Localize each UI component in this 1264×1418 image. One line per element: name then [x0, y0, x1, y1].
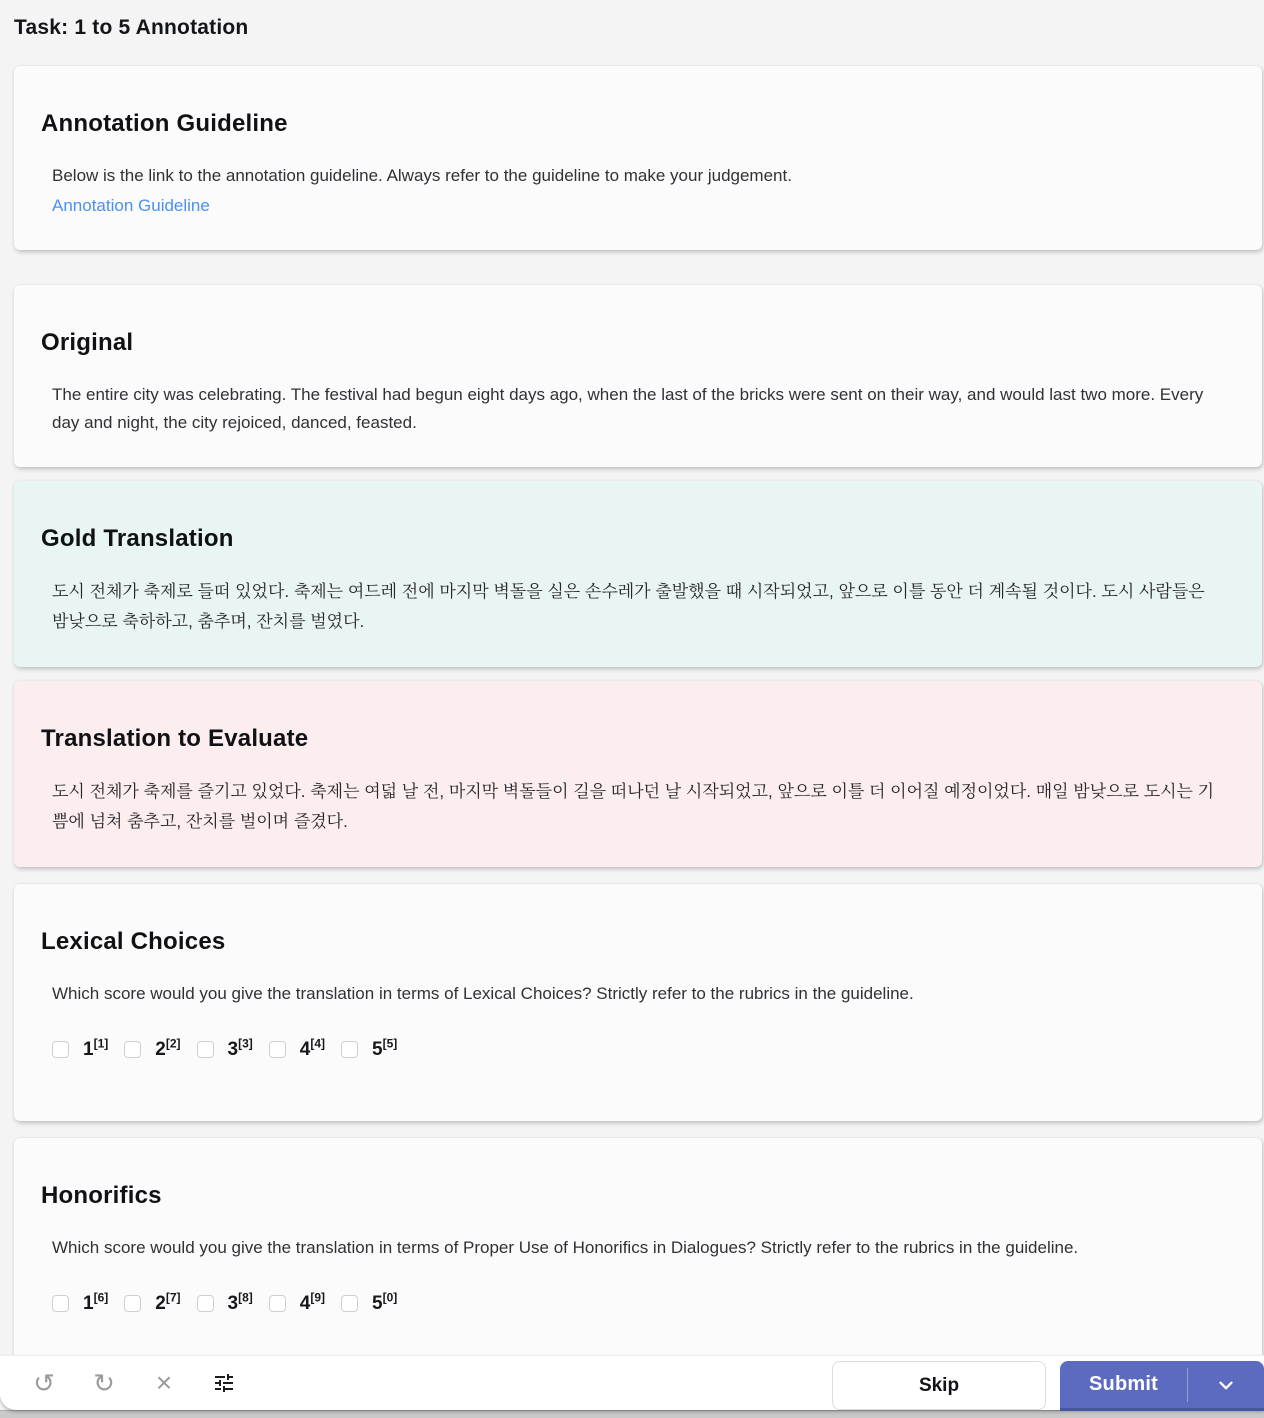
- choice-lexical-5[interactable]: [341, 1036, 398, 1060]
- hotkey-hint: [8]: [238, 1290, 253, 1305]
- choice-label: 1[1]: [83, 1036, 109, 1060]
- lexical-question: Which score would you give the translation in terms of Lexical Choices? Strictly refer to the rubrics in the guideline.: [52, 984, 914, 1003]
- choice-honorifics-2[interactable]: [124, 1290, 181, 1314]
- choice-label: 3[8]: [227, 1290, 253, 1314]
- choice-lexical-2[interactable]: [124, 1036, 181, 1060]
- checkbox-icon[interactable]: [269, 1295, 286, 1312]
- submit-dropdown-toggle[interactable]: [1188, 1374, 1264, 1396]
- checkbox-icon[interactable]: [52, 1295, 69, 1312]
- card-title: Gold Translation: [41, 525, 234, 552]
- card-annotation-guideline: [14, 66, 1262, 250]
- choice-label: 4[9]: [299, 1290, 325, 1314]
- choice-label: 4[4]: [299, 1036, 325, 1060]
- checkbox-icon[interactable]: [197, 1295, 214, 1312]
- chevron-down-icon: [1215, 1374, 1237, 1396]
- checkbox-icon[interactable]: [124, 1041, 141, 1058]
- choice-label: 5[5]: [372, 1036, 398, 1060]
- checkbox-icon[interactable]: [269, 1041, 286, 1058]
- hotkey-hint: [7]: [165, 1290, 181, 1305]
- evaluate-translation-text: 도시 전체가 축제를 즐기고 있었다. 축제는 여덟 날 전, 마지막 벽돌들이 길을 떠나던 날 시작되었고, 앞으로 이틀 더 이어질 예정이었다. 매일 밤낮으로 도시는 기쁨에 넘쳐 춤추고, 잔치를 벌이며 즐겼다.: [52, 782, 1215, 831]
- hotkey-hint: [1]: [93, 1036, 109, 1051]
- skip-button[interactable]: Skip: [832, 1361, 1046, 1410]
- checkbox-icon[interactable]: [124, 1295, 141, 1312]
- hotkey-hint: [4]: [310, 1036, 325, 1051]
- choice-label: 2[2]: [155, 1036, 181, 1060]
- gold-translation-text: 도시 전체가 축제로 들떠 있었다. 축제는 여드레 전에 마지막 벽돌을 실은 손수레가 출발했을 때 시작되었고, 앞으로 이틀 동안 더 계속될 것이다. 도시 사람들은 밤낮으로 축하하고, 춤추며, 잔치를 벌였다.: [52, 582, 1205, 631]
- checkbox-icon[interactable]: [52, 1041, 69, 1058]
- window-bottom-edge: [0, 1410, 1264, 1418]
- honorifics-question: Which score would you give the translation in terms of Proper Use of Honorifics in Dialogues? Strictly refer to the rubrics in the guideline.: [52, 1238, 1079, 1257]
- honorifics-choices-group: [52, 1290, 1222, 1314]
- annotation-guideline-link[interactable]: Annotation Guideline: [52, 196, 210, 215]
- choice-lexical-3[interactable]: [197, 1036, 253, 1060]
- card-title: Original: [41, 329, 134, 356]
- choice-lexical-4[interactable]: [269, 1036, 325, 1060]
- card-gold-translation: [14, 481, 1262, 667]
- choice-lexical-1[interactable]: [52, 1036, 109, 1060]
- hotkey-hint: [9]: [310, 1290, 325, 1305]
- choice-honorifics-5[interactable]: [341, 1290, 398, 1314]
- redo-icon[interactable]: ↻: [93, 1368, 115, 1398]
- page-title: Task: 1 to 5 Annotation: [14, 16, 249, 39]
- hotkey-hint: [6]: [93, 1290, 109, 1305]
- choice-label: 3[3]: [227, 1036, 253, 1060]
- card-translation-to-evaluate: [14, 681, 1262, 867]
- choice-label: 2[7]: [155, 1290, 181, 1314]
- card-title: Lexical Choices: [41, 928, 226, 955]
- card-title: Annotation Guideline: [41, 110, 288, 137]
- choice-honorifics-1[interactable]: [52, 1290, 109, 1314]
- guideline-description: Below is the link to the annotation guideline. Always refer to the guideline to make your judgement.: [52, 166, 792, 185]
- checkbox-icon[interactable]: [341, 1295, 358, 1312]
- hotkey-hint: [0]: [382, 1290, 398, 1305]
- choice-honorifics-3[interactable]: [197, 1290, 253, 1314]
- checkbox-icon[interactable]: [341, 1041, 358, 1058]
- lexical-choices-group: [52, 1036, 1222, 1060]
- card-honorifics: [14, 1138, 1262, 1375]
- choice-label: 5[0]: [372, 1290, 398, 1314]
- card-original: [14, 285, 1262, 467]
- reset-icon[interactable]: ×: [155, 1367, 173, 1398]
- card-title: Translation to Evaluate: [41, 725, 309, 752]
- task-cards: [0, 64, 1264, 1375]
- choice-honorifics-4[interactable]: [269, 1290, 325, 1314]
- settings-sliders-icon[interactable]: [212, 1371, 236, 1395]
- checkbox-icon[interactable]: [197, 1041, 214, 1058]
- card-title: Honorifics: [41, 1182, 162, 1209]
- submit-button[interactable]: [1060, 1361, 1264, 1411]
- action-bar-icons: [32, 1367, 236, 1398]
- hotkey-hint: [3]: [238, 1036, 253, 1051]
- hotkey-hint: [5]: [382, 1036, 398, 1051]
- choice-label: 1[6]: [83, 1290, 109, 1314]
- card-lexical-choices: [14, 884, 1262, 1121]
- hotkey-hint: [2]: [165, 1036, 181, 1051]
- original-text: The entire city was celebrating. The festival had begun eight days ago, when the last of the bricks were sent on their way, and would last two more. Every day and night, the city rejoiced, danced, feasted.: [52, 385, 1204, 432]
- submit-button-label[interactable]: Submit: [1089, 1373, 1158, 1395]
- undo-icon[interactable]: ↺: [33, 1368, 55, 1398]
